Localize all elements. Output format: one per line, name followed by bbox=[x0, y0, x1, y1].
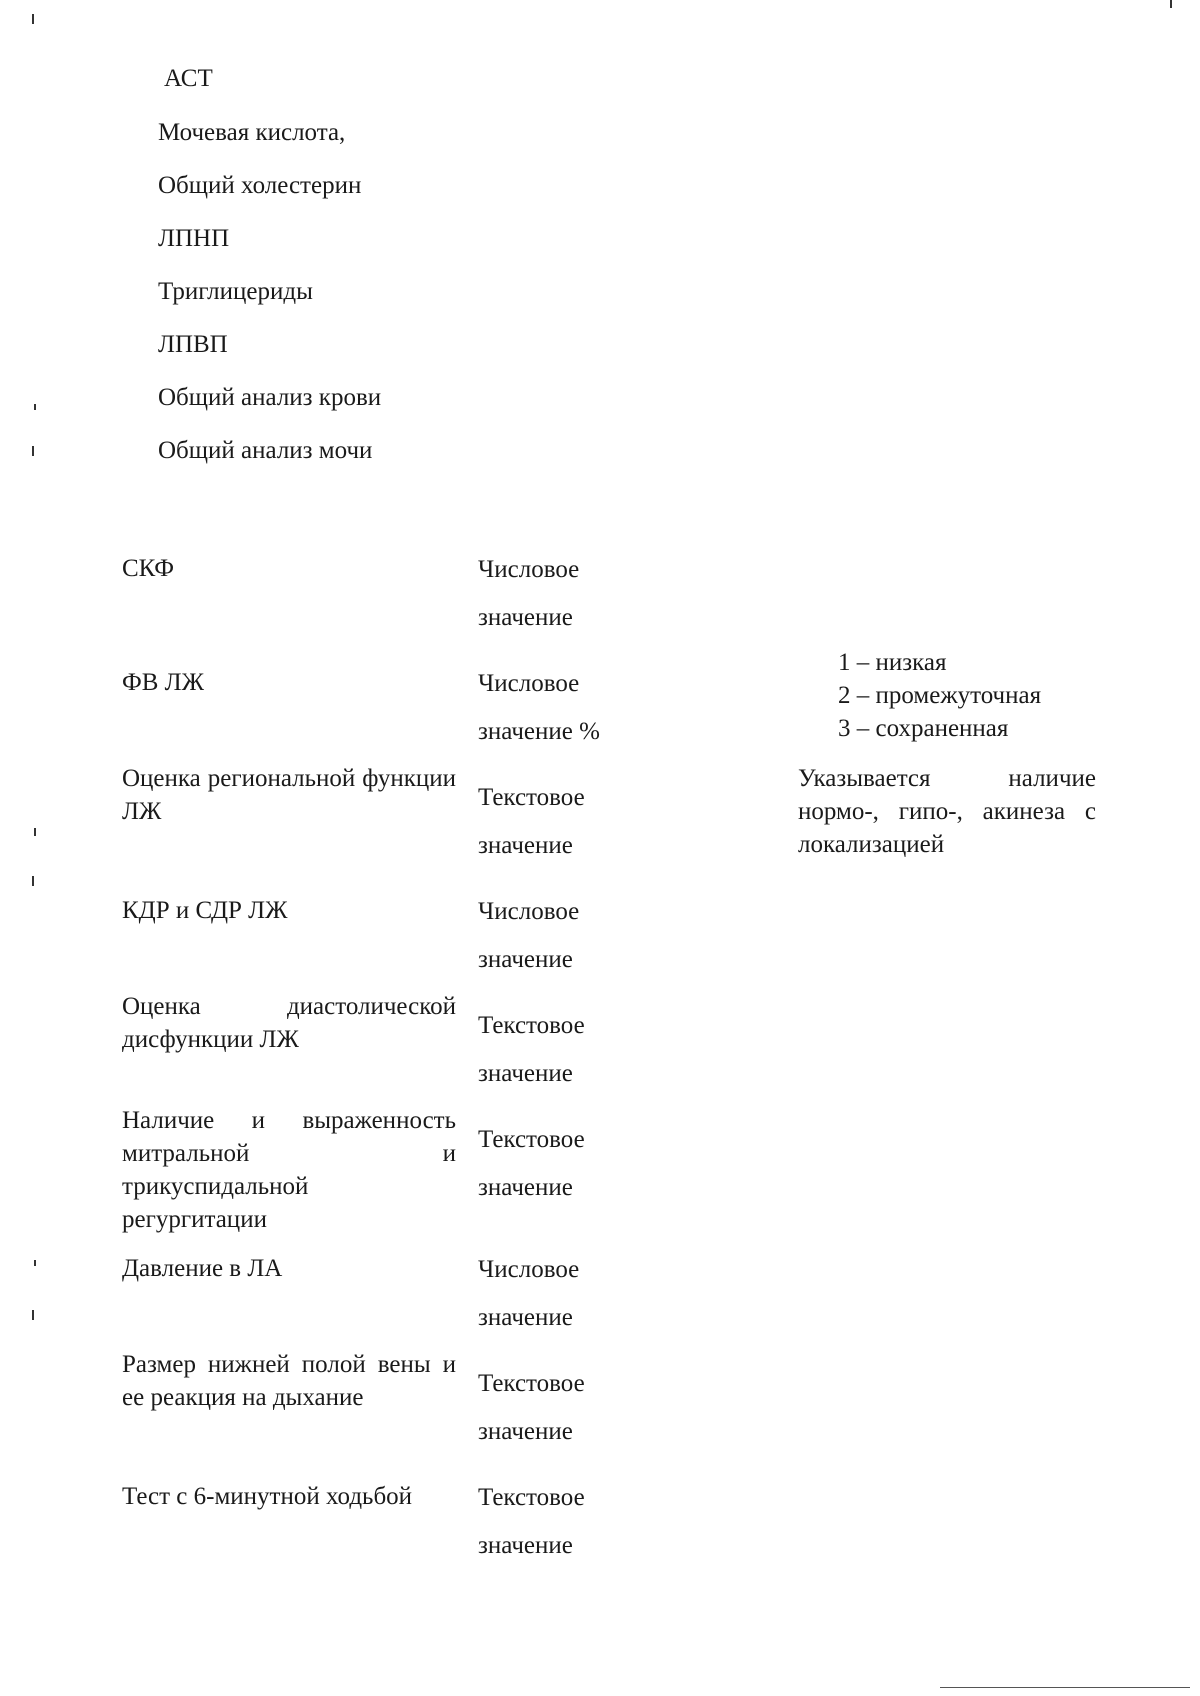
value-type-line: Числовое bbox=[478, 670, 580, 697]
list-item: Общий анализ крови bbox=[158, 384, 382, 411]
list-item: ЛПНП bbox=[158, 225, 230, 252]
value-type-line: значение bbox=[478, 946, 573, 973]
value-type bbox=[478, 546, 658, 642]
parameter-name: ФВ ЛЖ bbox=[122, 669, 205, 696]
scan-mark bbox=[32, 876, 34, 886]
value-type bbox=[478, 1246, 658, 1342]
parameter-name: Оценка диастолической дисфункции ЛЖ bbox=[122, 993, 456, 1053]
regional-function-note: Указывается наличие нормо-, гипо-, акинеза с локализацией bbox=[798, 765, 1096, 858]
value-type-line: Текстовое bbox=[478, 784, 585, 811]
value-type-line: Текстовое bbox=[478, 1126, 585, 1153]
value-type-line: значение bbox=[478, 1532, 573, 1559]
list-item: Общий холестерин bbox=[158, 172, 362, 199]
value-type bbox=[478, 1360, 658, 1456]
value-type-line: значение bbox=[478, 832, 573, 859]
scan-mark bbox=[34, 1260, 36, 1266]
value-type-line: Текстовое bbox=[478, 1012, 585, 1039]
list-item: 3 – сохраненная bbox=[838, 715, 1009, 742]
parameter-name: Давление в ЛА bbox=[122, 1255, 283, 1282]
list-item: 1 – низкая bbox=[838, 649, 947, 676]
value-type-line: Числовое bbox=[478, 1256, 580, 1283]
parameter-name: Оценка региональной функции ЛЖ bbox=[122, 765, 456, 825]
value-type-line: значение bbox=[478, 604, 573, 631]
list-item: АСТ bbox=[164, 65, 213, 92]
parameter-name: СКФ bbox=[122, 555, 175, 582]
list-item: ЛПВП bbox=[158, 331, 228, 358]
value-type-line: Текстовое bbox=[478, 1370, 585, 1397]
value-type-line: Текстовое bbox=[478, 1484, 585, 1511]
parameter-name: КДР и СДР ЛЖ bbox=[122, 897, 288, 924]
list-item: Мочевая кислота, bbox=[158, 119, 346, 146]
parameter-name: Размер нижней полой вены и ее реакция на дыхание bbox=[122, 1351, 456, 1411]
list-item: 2 – промежуточная bbox=[838, 682, 1042, 709]
value-type-line: Числовое bbox=[478, 898, 580, 925]
scan-mark bbox=[1170, 0, 1172, 8]
value-type bbox=[478, 660, 658, 756]
value-type-line: значение bbox=[478, 1060, 573, 1087]
value-type-line: значение % bbox=[478, 718, 600, 745]
scan-mark bbox=[32, 14, 34, 24]
value-type-line: значение bbox=[478, 1304, 573, 1331]
parameter-name: Тест с 6-минутной ходьбой bbox=[122, 1483, 413, 1510]
value-type bbox=[478, 774, 658, 870]
scan-mark bbox=[32, 1310, 34, 1320]
ef-category-list bbox=[838, 646, 1041, 745]
value-type-line: значение bbox=[478, 1174, 573, 1201]
value-type bbox=[478, 1474, 658, 1570]
scan-mark bbox=[34, 828, 36, 836]
list-item: Триглицериды bbox=[158, 278, 313, 305]
value-type-line: Числовое bbox=[478, 556, 580, 583]
list-item: Общий анализ мочи bbox=[158, 437, 373, 464]
parameter-name: Наличие и выраженность митральной и трикуспидальной регургитации bbox=[122, 1107, 456, 1233]
scan-mark bbox=[32, 446, 34, 456]
scan-edge-line bbox=[940, 1687, 1190, 1688]
value-type bbox=[478, 888, 658, 984]
value-type-line: значение bbox=[478, 1418, 573, 1445]
scan-mark bbox=[34, 404, 36, 410]
value-type bbox=[478, 1002, 658, 1098]
value-type bbox=[478, 1116, 658, 1212]
